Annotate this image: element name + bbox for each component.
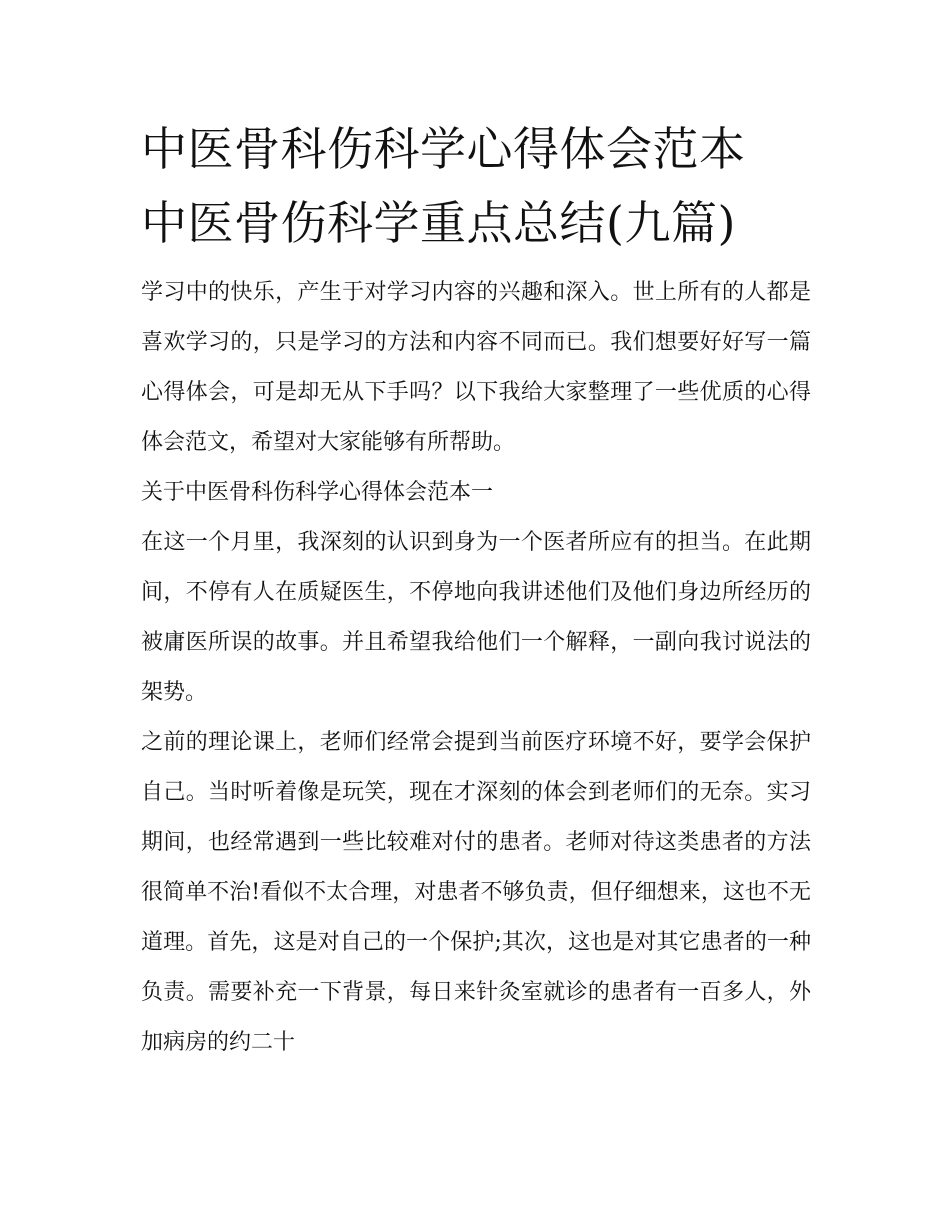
body-paragraph-1: 在这一个月里，我深刻的认识到身为一个医者所应有的担当。在此期间，不停有人在质疑医生，不停地向我讲述他们及他们身边所经历的被庸医所误的故事。并且希望我给他们一个解释，一副向我讨说法的架势。: [141, 530, 811, 705]
document-body: [141, 268, 811, 1068]
body-paragraph-2: 之前的理论课上，老师们经常会提到当前医疗环境不好，要学会保护自己。当时听着像是玩笑，现在才深刻的体会到老师们的无奈。实习期间，也经常遇到一些比较难对付的患者。老师对待这类患者的方法很简单不治!看似不太合理，对患者不够负责，但仔细想来，这也不无道理。首先，这是对自己的一个保护;其次，这也是对其它患者的一种负责。需要补充一下背景，每日来针灸室就诊的患者有一百多人，外加病房的约二十: [141, 730, 811, 1055]
document-title: [141, 112, 811, 260]
section-heading: 关于中医骨科伤科学心得体会范本一: [141, 480, 494, 505]
intro-paragraph: 学习中的快乐，产生于对学习内容的兴趣和深入。世上所有的人都是喜欢学习的，只是学习的方法和内容不同而已。我们想要好好写一篇心得体会，可是却无从下手吗？以下我给大家整理了一些优质的心得体会范文，希望对大家能够有所帮助。: [141, 280, 811, 455]
document-content: [141, 112, 811, 1068]
title-line-1: 中医骨科伤科学心得体会范本: [141, 122, 746, 176]
title-line-2: 中医骨伤科学重点总结(九篇): [141, 196, 736, 250]
